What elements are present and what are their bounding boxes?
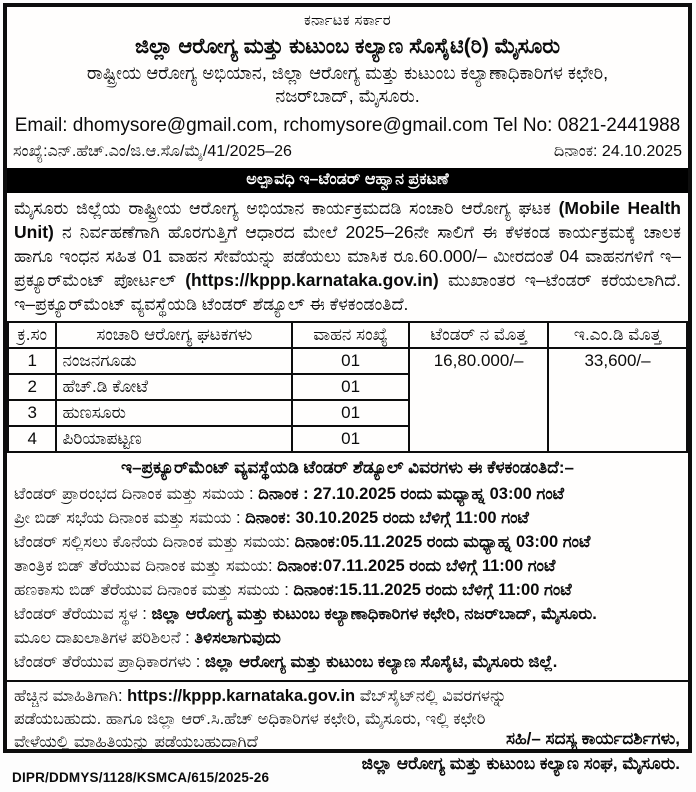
schedule-value: ದಿನಾಂಕ:15.11.2025 ರಂದು ಬೆಳಿಗ್ಗೆ 11:00 ಗಂಟೆ [293, 581, 572, 599]
col-header-serial: ಕ್ರ.ಸಂ [8, 322, 56, 348]
schedule-value: ದಿನಾಂಕ : 27.10.2025 ರಂದು ಮಧ್ಯಾಹ್ನ 03:00 ಗಂಟೆ [258, 485, 565, 503]
tender-table [7, 321, 688, 453]
schedule-value: ಜಿಲ್ಲಾ ಆರೋಗ್ಯ ಮತ್ತು ಕುಟುಂಬ ಕಲ್ಯಾಣಾಧಿಕಾರಿಗಳ ಕಛೇರಿ, ನಜರ್‌ಬಾದ್, ಮೈಸೂರು. [151, 605, 597, 623]
society-title: ಜಿಲ್ಲಾ ಆರೋಗ್ಯ ಮತ್ತು ಕುಟುಂಬ ಕಲ್ಯಾಣ ಸೊಸೈಟಿ(ರಿ) ಮೈಸೂರು [134, 35, 561, 58]
row3-unit: ಹುಣಸೂರು [56, 400, 292, 426]
signature-block [362, 726, 680, 776]
footer-section [7, 682, 688, 792]
email-tel-line: Email: dhomysore@gmail.com, rchomysore@gmail.com Tel No: 0821-2441988 [14, 115, 681, 136]
row1-vehicles: 01 [292, 348, 409, 374]
schedule-label: ಟೆಂಡರ್ ಸಲ್ಲಿಸಲು ಕೊನೆಯ ದಿನಾಂಕ ಮತ್ತು ಸಮಯ: [14, 533, 295, 551]
col-header-emd-amount: ಇ.ಎಂ.ಡಿ ಮೊತ್ತ [548, 322, 687, 348]
schedule-item-prebid-meeting [14, 506, 684, 530]
schedule-item-financial-bid [14, 578, 684, 602]
intro-seg1: ಮೈಸೂರು ಜಿಲ್ಲೆಯ ರಾಷ್ಟ್ರೀಯ ಆರೋಗ್ಯ ಅಭಿಯಾನ ಕಾರ್ಯಕ್ರಮದಡಿ ಸಂಚಾರಿ ಆರೋಗ್ಯ ಘಟಕ [14, 198, 559, 218]
schedule-item-last-date [14, 530, 684, 554]
table-row [8, 348, 687, 374]
intro-portal-url: (https://kppp.karnataka.gov.in) [185, 270, 439, 290]
col-header-tender-amount: ಟೆಂಡರ್ ನ ಮೊತ್ತ [409, 322, 548, 348]
schedule-label: ಟೆಂಡರ್ ಪ್ರಾರಂಭದ ದಿನಾಂಕ ಮತ್ತು ಸಮಯ : [14, 485, 259, 503]
schedule-item-opening-authority [14, 650, 684, 674]
tender-amount-value: 16,80.000/– [409, 348, 548, 452]
schedule-heading: ಇ–ಪ್ರಕ್ಯೂರ್‌ಮೆಂಟ್ ವ್ಯವಸ್ಥೆಯಡಿ ಟೆಂಡರ್ ಶೆಡ್ಯೂಲ್ ವಿವರಗಳು ಈ ಕೆಳಕಂಡಂತಿದೆ:– [121, 458, 574, 477]
schedule-value: ತಿಳಿಸಲಾಗುವುದು [194, 629, 281, 647]
schedule-value: ದಿನಾಂಕ:05.11.2025 ರಂದು ಮಧ್ಯಾಹ್ನ 03:00 ಗಂಟೆ [294, 533, 591, 551]
reference-number: ಸಂಖ್ಯೆ:ಎನ್.ಹೆಚ್.ಎಂ/ಜಿ.ಆ.ಸೊ/ಮೈ/41/2025–26 [13, 143, 292, 160]
table-header-row [8, 322, 687, 348]
dipr-reference: DIPR/DDMYS/1128/KSMCA/615/2025-26 [12, 770, 270, 785]
intro-mobile-health-unit: (Mobile Health Unit) [14, 198, 681, 242]
row4-vehicles: 01 [292, 426, 409, 452]
row4-unit: ಪಿರಿಯಾಪಟ್ಟಣ [56, 426, 292, 452]
office-address-line1: ರಾಷ್ಟ್ರೀಯ ಆರೋಗ್ಯ ಅಭಿಯಾನ, ಜಿಲ್ಲಾ ಆರೋಗ್ಯ ಮತ್ತು ಕುಟುಂಬ ಕಲ್ಯಾಣಾಧಿಕಾರಿಗಳ ಕಛೇರಿ, [86, 63, 609, 83]
more-info-suffix: ವೆಬ್‌ಸೈಟ್‌ನಲ್ಲಿ ವಿವರಗಳನ್ನು ಪಡೆಯಬಹುದು. ಹಾಗೂ ಜಿಲ್ಲಾ ಆರ್.ಸಿ.ಹೆಚ್ ಅಧಿಕಾರಿಗಳ ಕಛೇರಿ, ಮೈಸೂರು, ಇಲ್ಲಿ ಕಛೇರಿ ವೇಳೆಯಲ್ಲಿ ಮಾಹಿತಿಯನ್ನು ಪಡೆಯಬಹುದಾಗಿದೆ [14, 687, 507, 751]
row2-vehicles: 01 [292, 374, 409, 400]
row2-serial: 2 [8, 374, 56, 400]
schedule-label: ಮೂಲ ದಾಖಲಾತಿಗಳ ಪರಿಶಿಲನೆ : [14, 629, 195, 647]
intro-paragraph [7, 193, 688, 321]
row2-unit: ಹೆಚ್.ಡಿ ಕೋಟೆ [56, 374, 292, 400]
schedule-value: ದಿನಾಂಕ:07.11.2025 ರಂದು ಬೆಳಿಗ್ಗೆ 11:00 ಗಂಟೆ [277, 557, 556, 575]
schedule-value: ಜಿಲ್ಲಾ ಆರೋಗ್ಯ ಮತ್ತು ಕುಟುಂಬ ಕಲ್ಯಾಣ ಸೊಸೈಟಿ, ಮೈಸೂರು ಜಿಲ್ಲೆ. [204, 653, 558, 671]
col-header-unit: ಸಂಚಾರಿ ಆರೋಗ್ಯ ಘಟಕಗಳು [56, 322, 292, 348]
schedule-label: ತಾಂತ್ರಿಕ ಬಿಡ್ ತೆರೆಯುವ ದಿನಾಂಕ ಮತ್ತು ಸಮಯ: [14, 557, 278, 575]
row4-serial: 4 [8, 426, 56, 452]
schedule-item-technical-bid [14, 554, 684, 578]
notice-type-banner: ಅಲ್ಪಾವಧಿ ಇ–ಟೆಂಡರ್ ಆಹ್ವಾನ ಪ್ರಕಟಣೆ [7, 168, 688, 193]
intro-seg5: ಮುಖಾಂತರ ಇ–ಟೆಂಡರ್ ಕರೆಯಲಾಗಿದೆ. ಇ–ಪ್ರಕ್ಯೂರ್‌ಮೆಂಟ್ ವ್ಯವಸ್ಥೆಯಡಿ ಟೆಂಡರ್ ಶೆಡ್ಯೂಲ್ ಈ ಕೆಳಕಂಡಂತಿದೆ. [14, 270, 681, 314]
col-header-vehicles: ವಾಹನ ಸಂಖ್ಯೆ [292, 322, 409, 348]
row3-vehicles: 01 [292, 400, 409, 426]
schedule-item-opening-place [14, 602, 684, 626]
row1-unit: ನಂಜನಗೂಡು [56, 348, 292, 374]
row3-serial: 3 [8, 400, 56, 426]
emd-amount-value: 33,600/– [548, 348, 687, 452]
signature-line1: ಸಹಿ/– ಸದಸ್ಯ ಕಾರ್ಯದರ್ಶಿಗಳು, [505, 729, 680, 748]
government-title: ಕರ್ನಾಟಕ ಸರ್ಕಾರ [304, 12, 391, 29]
tender-notice-document [3, 3, 692, 785]
schedule-item-document-verification [14, 626, 684, 650]
signature-line2: ಜಿಲ್ಲಾ ಆರೋಗ್ಯ ಮತ್ತು ಕುಟುಂಬ ಕಲ್ಯಾಣ ಸಂಘ, ಮೈಸೂರು. [361, 754, 680, 773]
schedule-label: ಟೆಂಡರ್ ತೆರೆಯುವ ಸ್ಥಳ : [14, 605, 152, 623]
office-address-line2: ನಜರ್‌ಬಾದ್, ಮೈಸೂರು. [275, 86, 420, 106]
schedule-label: ಟೆಂಡರ್ ತೆರೆಯುವ ಪ್ರಾಧಿಕಾರಗಳು : [14, 653, 205, 671]
schedule-label: ಹಣಕಾಸು ಬಿಡ್ ತೆರೆಯುವ ದಿನಾಂಕ ಮತ್ತು ಸಮಯ : [14, 581, 294, 599]
schedule-value: ದಿನಾಂಕ: 30.10.2025 ರಂದು ಬೆಳಿಗ್ಗೆ 11:00 ಗಂಟೆ [245, 509, 529, 527]
schedule-list [7, 481, 688, 680]
schedule-item-start-date [14, 482, 684, 506]
more-info-url: https://kppp.karnataka.gov.in [127, 687, 356, 705]
intro-seg3: ನ ನಿರ್ವಹಣೆಗಾಗಿ ಹೊರಗುತ್ತಿಗೆ ಆಧಾರದ ಮೇಲೆ 2025–26ನೇ ಸಾಲಿಗೆ ಈ ಕೆಳಕಂಡ ಕಾರ್ಯಕ್ರಮಕ್ಕೆ ಚಾಲಕ ಹಾಗೂ ಇಂಧನ ಸಹಿತ 01 ವಾಹನ ಸೇವೆಯನ್ನು ಪಡೆಯಲು ಮಾಸಿಕ ರೂ.60.000/– ಮೀರದಂತೆ 04 ವಾಹನಗಳಿಗೆ ಇ–ಪ್ರಕ್ಯೂರ್‌ಮೆಂಟ್ ಪೋರ್ಟಲ್ [14, 222, 681, 290]
schedule-label: ಪ್ರೀ ಬಿಡ್ ಸಭೆಯ ದಿನಾಂಕ ಮತ್ತು ಸಮಯ : [14, 509, 246, 527]
reference-row [7, 140, 688, 168]
more-info-prefix: ಹೆಚ್ಚಿನ ಮಾಹಿತಿಗಾಗಿ: [14, 687, 128, 705]
row1-serial: 1 [8, 348, 56, 374]
notice-date: ದಿನಾಂಕ: 24.10.2025 [553, 143, 682, 160]
